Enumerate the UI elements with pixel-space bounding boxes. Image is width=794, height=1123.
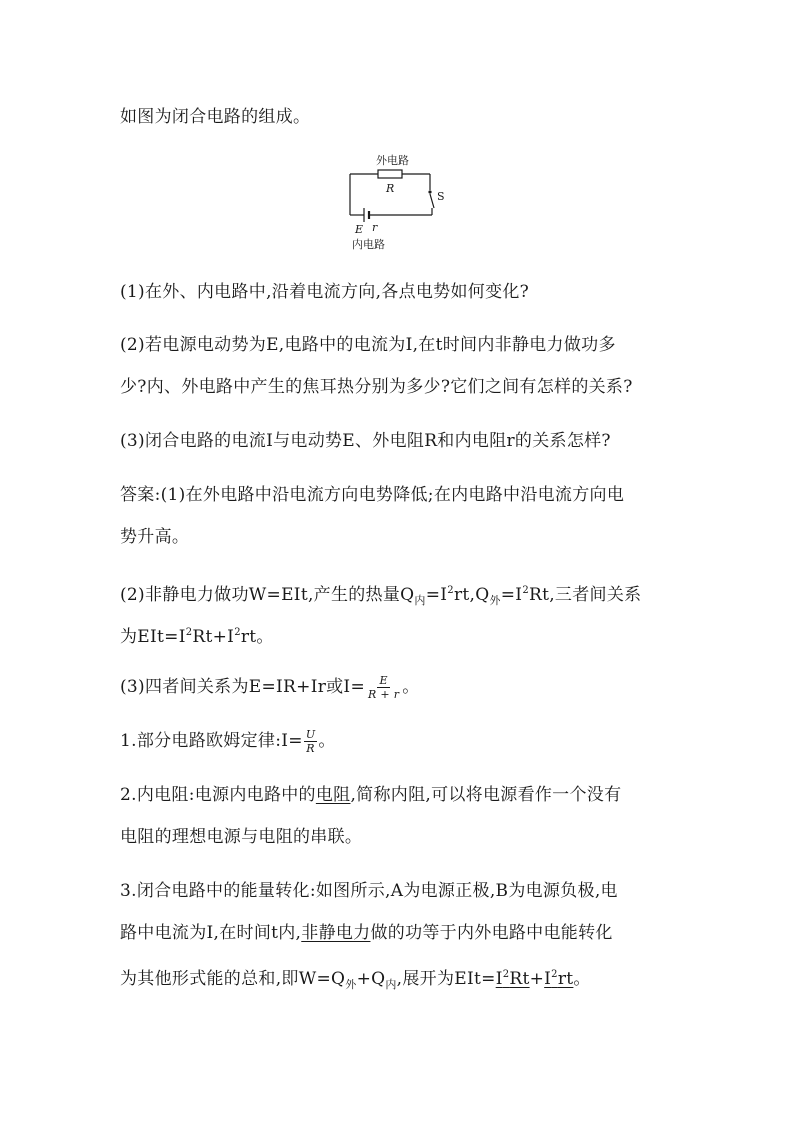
internal-resistance-label: r [372,221,378,234]
point-1-ohms-law: 1.部分电路欧姆定律:I= $\frac{U}{R}$ 。 [120,728,336,755]
question-3: (3)闭合电路的电流I与电动势E、外电阻R和内电阻r的关系怎样? [120,431,611,451]
point-2-line-1: 2.内电阻:电源内电路中的电阻,简称内阻,可以将电源看作一个没有 [120,785,622,805]
fraction-e-over-r-plus-r: $\frac{E}{R + r}$ [368,674,400,701]
answer-2-line-1: (2)非静电力做功W=EIt,产生的热量$Q_内=I^2rt,Q_外=I^2Rt$,三者间关系 [120,585,642,607]
underlined-term-nonelectrostatic-force: 非静电力 [301,923,371,943]
outer-circuit-label: 外电路 [376,154,409,167]
fraction-u-over-r: $\frac{U}{R}$ [305,728,316,755]
circuit-diagram [338,150,458,254]
resistor-r [378,170,402,178]
answer-1-line-1: 答案:(1)在外电路中沿电流方向电势降低;在内电路中沿电流方向电 [120,485,625,505]
inner-circuit-label: 内电路 [352,238,385,251]
question-2-line-2: 少?内、外电路中产生的焦耳热分别为多少?它们之间有怎样的关系? [120,377,633,397]
switch-s [430,194,434,208]
emf-label: E [355,223,364,236]
point-3-line-1: 3.闭合电路中的能量转化:如图所示,A为电源正极,B为电源负极,电 [120,881,618,901]
question-2-line-1: (2)若电源电动势为E,电路中的电流为I,在t时间内非静电力做功多 [120,335,616,355]
point-3-line-3: 为其他形式能的总和,即$W=Q_外+Q_内$,展开为$EIt=I^2Rt+I^2rt$。 [120,969,591,991]
answer-1-line-2: 势升高。 [120,527,190,547]
subscript-in: 内 [414,594,426,607]
resistor-label: R [386,182,395,195]
switch-label: S [437,190,445,203]
switch-contact [428,190,431,193]
underlined-term-internal-heat: $I^2rt$ [544,969,574,989]
question-1: (1)在外、内电路中,沿着电流方向,各点电势如何变化? [120,282,530,302]
answer-3: (3)四者间关系为E=IR+Ir或I= $\frac{E}{R + r}$ 。 [120,674,420,701]
point-2-line-2: 电阻的理想电源与电阻的串联。 [120,827,363,847]
underlined-term-resistance: 电阻 [315,785,351,805]
intro-text: 如图为闭合电路的组成。 [120,107,311,127]
subscript-out: 外 [489,594,501,607]
point-3-line-2: 路中电流为I,在时间t内,非静电力做的功等于内外电路中电能转化 [120,923,613,943]
answer-2-line-2: 为$EIt=I^2Rt+I^2rt$。 [120,627,274,647]
underlined-term-external-heat: $I^2Rt$ [495,969,530,989]
